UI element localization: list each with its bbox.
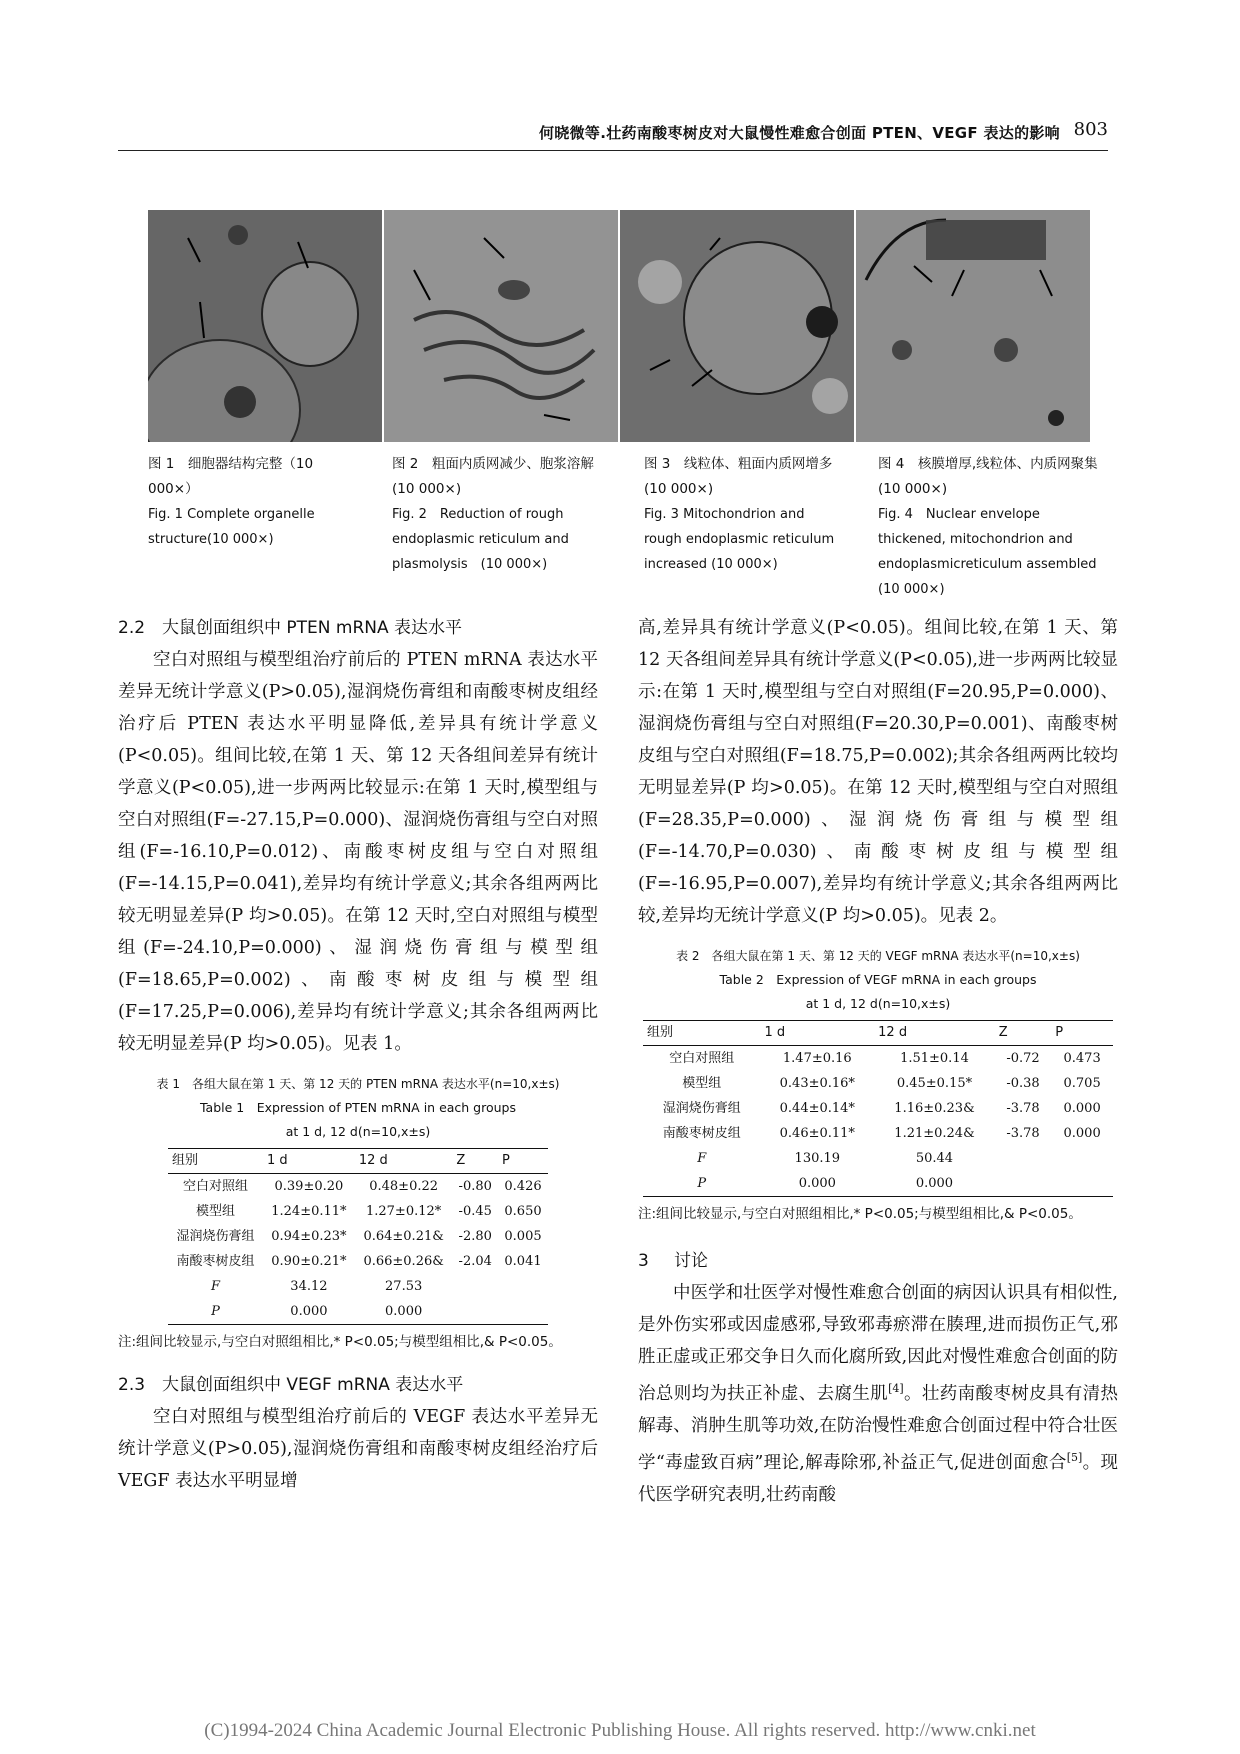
- table-2-caption-cn: 表 2 各组大鼠在第 1 天、第 12 天的 VEGF mRNA 表达水平(n=10,x±s): [676, 949, 1080, 963]
- table-2-note: 注:组间比较显示,与空白对照组相比,* P<0.05;与模型组相比,& P<0.05。: [638, 1206, 1082, 1222]
- table-cell: [452, 1274, 498, 1299]
- table-cell: 0.000: [355, 1299, 453, 1325]
- table-cell: -2.04: [458, 1254, 492, 1269]
- figure-captions: [148, 452, 1108, 602]
- table-1-grid: [168, 1148, 548, 1325]
- section-2-3-heading: [118, 1369, 598, 1401]
- section-3-text-b: 。壮药南酸枣树皮具有清热解毒、消肿生肌等功效,在防治慢性难愈合创面过程中符合壮医学“毒虚致百病”理论,解毒除邪,补益正气,促进创面愈合: [638, 1383, 1119, 1473]
- section-number: 3: [638, 1251, 649, 1271]
- micrograph-fig3-image: [620, 210, 854, 442]
- table-1-caption-en-1: Table 1 Expression of PTEN mRNA in each groups: [199, 1100, 517, 1115]
- table-cell: 0.705: [1063, 1076, 1101, 1091]
- table-cell: -0.45: [458, 1204, 492, 1219]
- table-cell: 模型组: [682, 1076, 722, 1091]
- table-cell: 0.000: [760, 1171, 874, 1197]
- table-cell: [1051, 1171, 1113, 1197]
- running-title: 何晓微等.壮药南酸枣树皮对大鼠慢性难愈合创面 PTEN、VEGF 表达的影响: [539, 124, 1060, 142]
- micrograph-fig3: [620, 210, 854, 442]
- table-cell: 1.16±0.23&: [894, 1101, 975, 1116]
- table-cell: -0.80: [458, 1179, 492, 1194]
- table-row: [168, 1199, 548, 1224]
- fig1-caption-cn: 图 1 细胞器结构完整（10 000×）: [148, 456, 314, 497]
- table-header-row: [643, 1021, 1113, 1046]
- table-cell: -0.38: [1006, 1076, 1040, 1091]
- copyright-footer: (C)1994-2024 China Academic Journal Electronic Publishing House. All rights reserved. http://www.cnki.net: [204, 1720, 1036, 1741]
- table-cell: 0.005: [504, 1229, 542, 1244]
- table-header-cell: 12 d: [355, 1149, 453, 1174]
- micrograph-fig1-image: [148, 210, 382, 442]
- table-header-cell: 1 d: [760, 1021, 874, 1046]
- table-header-cell: Z: [995, 1021, 1051, 1046]
- section-2-3-paragraph-start: 空白对照组与模型组治疗前后的 VEGF 表达水平差异无统计学意义(P>0.05),湿润烧伤膏组和南酸枣树皮组经治疗后 VEGF 表达水平明显增: [118, 1407, 598, 1491]
- table-cell: 1.51±0.14: [900, 1051, 969, 1066]
- table-header-cell: P: [1051, 1021, 1113, 1046]
- table-cell: 0.650: [504, 1204, 542, 1219]
- section-number: 2.3: [118, 1375, 146, 1395]
- table-header-cell: 1 d: [263, 1149, 355, 1174]
- table-row: [643, 1146, 1113, 1171]
- table-2: [638, 944, 1118, 1227]
- table-row: [168, 1299, 548, 1325]
- section-3-heading: [638, 1245, 1118, 1277]
- table-cell: 0.66±0.26&: [363, 1254, 444, 1269]
- table-cell: 南酸枣树皮组: [662, 1126, 741, 1141]
- table-cell: 模型组: [195, 1204, 235, 1219]
- table-cell: 1.21±0.24&: [894, 1126, 975, 1141]
- table-cell: 0.48±0.22: [369, 1179, 439, 1194]
- table-row: [643, 1096, 1113, 1121]
- fig4-caption-cn: 图 4 核膜增厚,线粒体、内质网聚集(10 000×): [878, 456, 1098, 497]
- left-column: [118, 612, 598, 1497]
- table-row: [168, 1174, 548, 1200]
- section-3-paragraph: [638, 1277, 1118, 1511]
- table-row: [643, 1046, 1113, 1072]
- table-row: [643, 1171, 1113, 1197]
- table-cell: 空白对照组: [669, 1051, 735, 1066]
- citation-4[interactable]: [4]: [888, 1382, 904, 1395]
- running-header: [118, 119, 1108, 151]
- table-cell: [452, 1299, 498, 1325]
- micrograph-fig4: [856, 210, 1090, 442]
- fig4-caption: [878, 452, 1098, 602]
- fig3-caption-en: Fig. 3 Mitochondrion and rough endoplasmic reticulum increased (10 000×): [644, 507, 835, 572]
- micrograph-fig4-image: [856, 210, 1090, 442]
- table-1: [118, 1072, 598, 1355]
- table-row: [168, 1274, 548, 1299]
- table-cell: 0.426: [504, 1179, 542, 1194]
- table-cell: 130.19: [794, 1151, 841, 1166]
- table-cell: [995, 1146, 1051, 1171]
- table-cell: 0.64±0.21&: [363, 1229, 444, 1244]
- table-2-grid: [643, 1020, 1113, 1197]
- figure-panel: [148, 210, 1090, 442]
- table-cell: 湿润烧伤膏组: [176, 1229, 255, 1244]
- table-row: [168, 1224, 548, 1249]
- section-2-2-heading: [118, 612, 598, 644]
- table-cell: 0.000: [1063, 1126, 1101, 1141]
- table-header-cell: 组别: [168, 1149, 263, 1174]
- table-cell: 0.46±0.11*: [779, 1126, 855, 1141]
- fig3-caption: [644, 452, 844, 577]
- section-number: 2.2: [118, 618, 146, 638]
- fig1-caption-en: Fig. 1 Complete organelle structure(10 000×): [148, 507, 315, 547]
- table-1-caption-en-2: at 1 d, 12 d(n=10,x±s): [285, 1124, 431, 1139]
- section-3-text-c: 。现代医学研究表明,壮药南酸: [638, 1452, 1118, 1505]
- micrograph-fig2: [384, 210, 618, 442]
- fig3-caption-cn: 图 3 线粒体、粗面内质网增多(10 000×): [644, 456, 833, 497]
- table-cell: 空白对照组: [182, 1179, 248, 1194]
- table-cell: 27.53: [385, 1279, 423, 1294]
- fig2-caption-cn: 图 2 粗面内质网减少、胞浆溶解(10 000×): [392, 456, 594, 497]
- fig4-caption-en: Fig. 4 Nuclear envelope thickened, mitochondrion and endoplasmicreticulum assembled (10 000×): [878, 507, 1097, 597]
- table-1-note: 注:组间比较显示,与空白对照组相比,* P<0.05;与模型组相比,& P<0.05。: [118, 1334, 562, 1350]
- table-cell: 0.45±0.15*: [896, 1076, 973, 1091]
- fig1-caption: [148, 452, 348, 552]
- table-cell: 0.473: [1063, 1051, 1101, 1066]
- table-cell: [498, 1274, 548, 1299]
- table-cell: F: [210, 1279, 220, 1294]
- table-header-cell: 组别: [643, 1021, 760, 1046]
- table-cell: 0.041: [504, 1254, 542, 1269]
- table-cell: P: [168, 1299, 263, 1325]
- table-cell: [1051, 1146, 1113, 1171]
- table-cell: P: [643, 1171, 760, 1197]
- micrograph-fig1: [148, 210, 382, 442]
- table-cell: 0.000: [1063, 1101, 1101, 1116]
- table-cell: 0.94±0.23*: [271, 1229, 347, 1244]
- table-cell: F: [697, 1151, 707, 1166]
- table-cell: [498, 1299, 548, 1325]
- table-cell: -3.78: [1006, 1126, 1040, 1141]
- table-2-caption-en-2: at 1 d, 12 d(n=10,x±s): [805, 996, 951, 1011]
- table-2-caption-en-1: Table 2 Expression of VEGF mRNA in each groups: [719, 972, 1037, 987]
- table-cell: 34.12: [290, 1279, 328, 1294]
- table-cell: 50.44: [915, 1151, 954, 1166]
- page-number: 803: [1073, 119, 1108, 140]
- table-cell: 南酸枣树皮组: [176, 1254, 255, 1269]
- table-cell: 0.000: [874, 1171, 995, 1197]
- table-cell: 0.43±0.16*: [779, 1076, 855, 1091]
- table-cell: 0.39±0.20: [274, 1179, 344, 1194]
- table-cell: -0.72: [1006, 1051, 1040, 1066]
- table-cell: 1.47±0.16: [782, 1051, 852, 1066]
- section-3-text-a: 中医学和壮医学对慢性难愈合创面的病因认识具有相似性,是外伤实邪或因虚感邪,导致邪毒瘀滞在腠理,进而损伤正气,邪胜正虚或正邪交争日久而化腐所致,因此对慢性难愈合创面的防治总则均为扶正补虚、去腐生肌: [638, 1283, 1118, 1404]
- table-header-cell: 12 d: [874, 1021, 995, 1046]
- section-title: 大鼠创面组织中 PTEN mRNA 表达水平: [162, 618, 463, 638]
- table-cell: 1.24±0.11*: [271, 1204, 347, 1219]
- table-header-cell: Z: [452, 1149, 498, 1174]
- right-column: [638, 612, 1118, 1511]
- fig2-caption: [392, 452, 602, 577]
- table-cell: -3.78: [1006, 1101, 1040, 1116]
- table-cell: [995, 1171, 1051, 1197]
- table-header-row: [168, 1149, 548, 1174]
- citation-5[interactable]: [5]: [1066, 1450, 1083, 1464]
- table-header-cell: P: [498, 1149, 548, 1174]
- micrograph-fig2-image: [384, 210, 618, 442]
- table-cell: 1.27±0.12*: [365, 1204, 442, 1219]
- table-cell: 0.000: [263, 1299, 355, 1325]
- table-row: [168, 1249, 548, 1274]
- section-title: 讨论: [674, 1251, 708, 1271]
- section-2-2-paragraph: 空白对照组与模型组治疗前后的 PTEN mRNA 表达水平差异无统计学意义(P>0.05),湿润烧伤膏组和南酸枣树皮组经治疗后 PTEN 表达水平明显降低,差异具有统计学意义(P<0.05)。组间比较,在第 1 天、第 12 天各组间差异有统计学意义(P<0.05),进一步两两比较显示:在第 1 天时,模型组与空白对照组(F=-27.15,P=0.000)、湿润烧伤膏组与空白对照组(F=-16.10,P=0.012)、南酸枣树皮组与空白对照组(F=-14.15,P=0.041),差异均有统计学意义;其余各组两两比较无明显差异(P 均>0.05)。在第 12 天时,空白对照组与模型组(F=-24.10,P=0.000)、湿润烧伤膏组与模型组(F=18.65,P=0.002)、南酸枣树皮组与模型组(F=17.25,P=0.006),差异均有统计学意义;其余各组两两比较无明显差异(P 均>0.05)。见表 1。: [118, 650, 598, 1054]
- table-cell: 湿润烧伤膏组: [662, 1101, 741, 1116]
- table-row: [643, 1071, 1113, 1096]
- fig2-caption-en: Fig. 2 Reduction of rough endoplasmic reticulum and plasmolysis (10 000×): [392, 507, 569, 572]
- table-row: [643, 1121, 1113, 1146]
- section-title: 大鼠创面组织中 VEGF mRNA 表达水平: [162, 1375, 464, 1395]
- section-2-3-paragraph-continued: 高,差异具有统计学意义(P<0.05)。组间比较,在第 1 天、第 12 天各组间差异具有统计学意义(P<0.05),进一步两两比较显示:在第 1 天时,模型组与空白对照组(F=20.95,P=0.000)、湿润烧伤膏组与空白对照组(F=20.30,P=0.001)、南酸枣树皮组与空白对照组(F=18.75,P=0.002);其余各组两两比较均无明显差异(P 均>0.05)。在第 12 天时,模型组与空白对照组(F=28.35,P=0.000)、湿润烧伤膏组与模型组(F=-14.70,P=0.030)、南酸枣树皮组与模型组(F=-16.95,P=0.007),差异均有统计学意义;其余各组两两比较,差异均无统计学意义(P 均>0.05)。见表 2。: [638, 618, 1118, 926]
- table-cell: 0.90±0.21*: [271, 1254, 347, 1269]
- table-cell: 0.44±0.14*: [779, 1101, 855, 1116]
- table-cell: -2.80: [458, 1229, 492, 1244]
- table-1-caption-cn: 表 1 各组大鼠在第 1 天、第 12 天的 PTEN mRNA 表达水平(n=10,x±s): [156, 1077, 560, 1091]
